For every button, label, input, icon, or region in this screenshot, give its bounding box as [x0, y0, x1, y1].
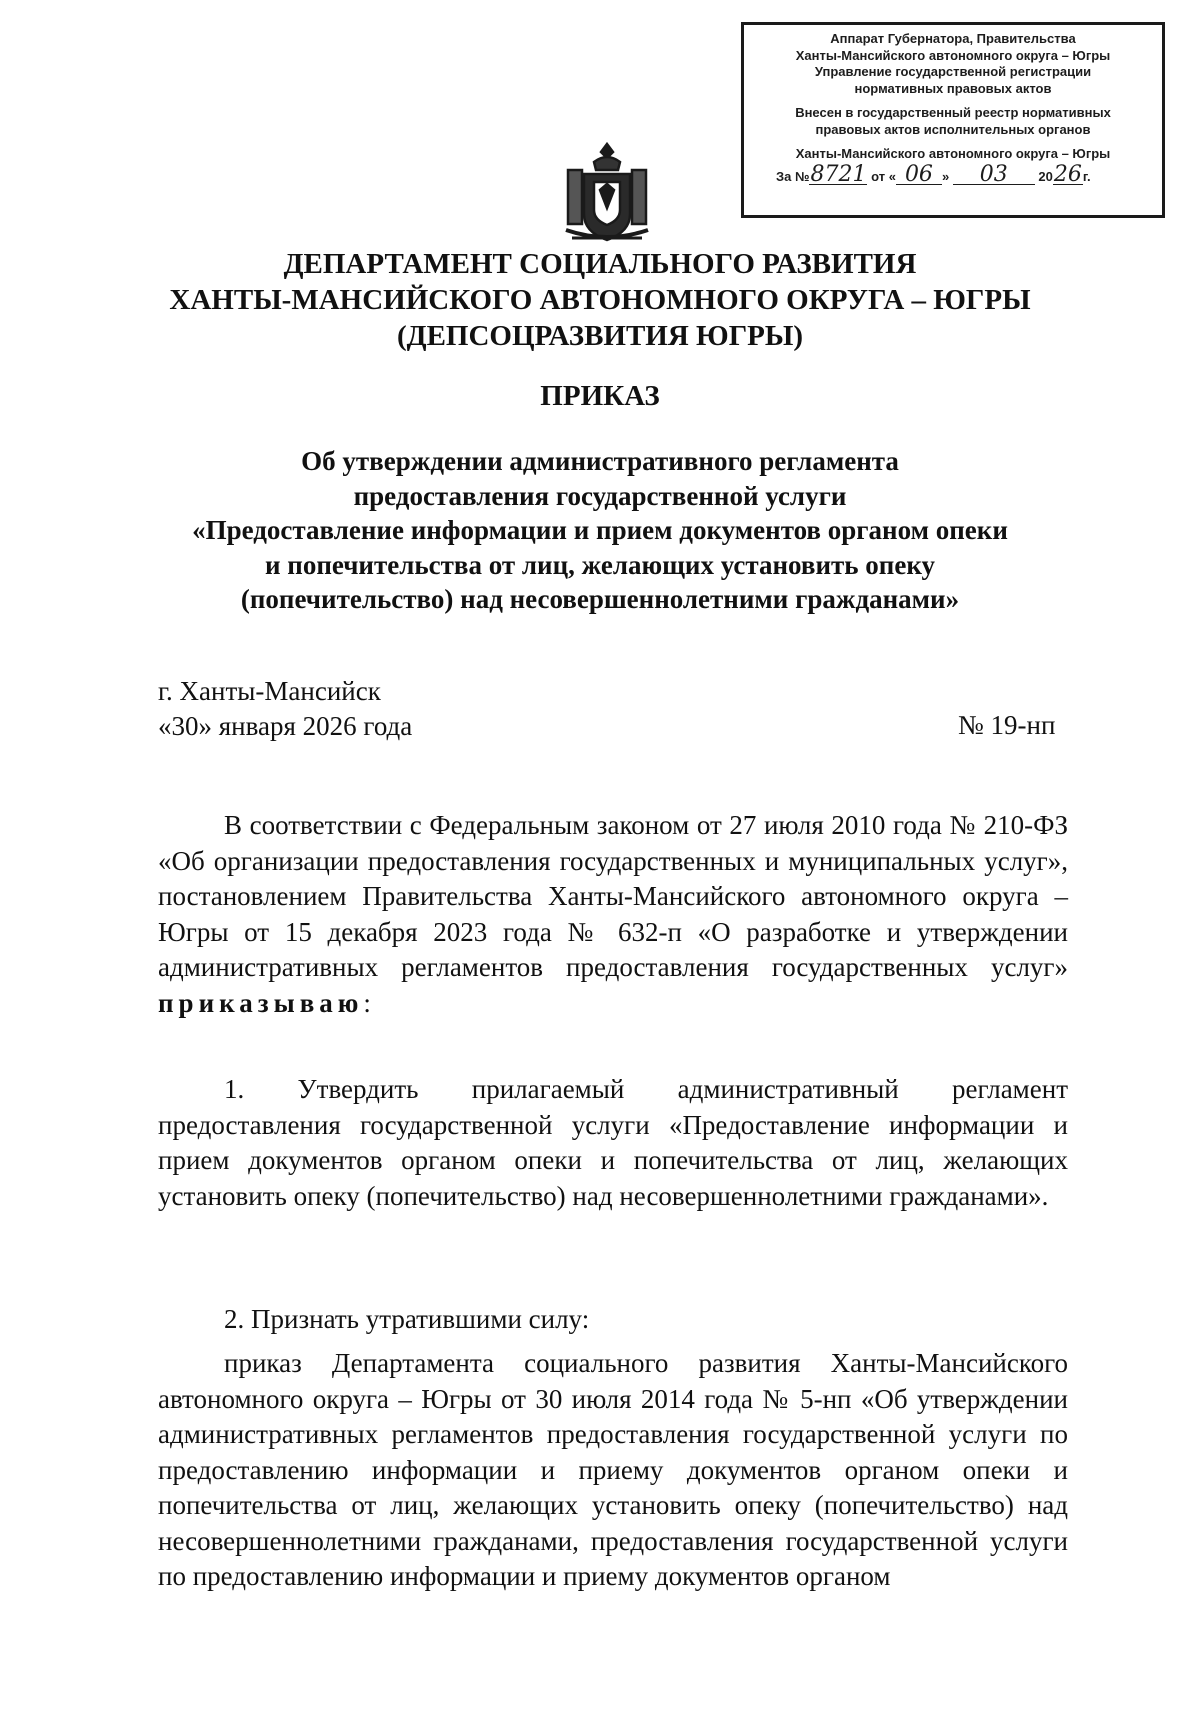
- order-colon: :: [363, 987, 371, 1018]
- order-subject: [120, 444, 1080, 617]
- city: г. Ханты-Мансийск: [158, 676, 381, 706]
- subject-line: (попечительство) над несовершеннолетними гражданами»: [240, 584, 960, 614]
- reg-year-prefix: 20: [1038, 168, 1053, 184]
- department-heading: [60, 246, 1140, 354]
- place-and-date: [158, 674, 412, 743]
- stamp-line: Внесен в государственный реестр нормативных: [795, 105, 1111, 120]
- heading-line: (ДЕПСОЦРАЗВИТИЯ ЮГРЫ): [396, 320, 804, 352]
- reg-year-suffix: г.: [1082, 168, 1091, 184]
- order-word: приказываю: [158, 987, 364, 1018]
- subject-line: Об утверждении административного регламента: [301, 446, 899, 476]
- order-number: № 19-нп: [958, 710, 1056, 740]
- order-date: «30» января 2026 года: [158, 710, 413, 741]
- stamp-line: Ханты-Мансийского автономного округа – Югры: [795, 47, 1111, 63]
- reg-prefix: За №: [776, 168, 810, 184]
- subject-line: предоставления государственной услуги: [353, 480, 847, 511]
- reg-day: 06: [896, 166, 942, 185]
- reg-number: 8721: [810, 161, 867, 187]
- stamp-line: Аппарат Губернатора, Правительства: [830, 31, 1076, 46]
- reg-month: 03: [953, 166, 1035, 185]
- item-1-paragraph: 1. Утвердить прилагаемый административный регламент предоставления государственной услуги «Предоставление информации и прием документов органом опеки и попечительства от лиц, желающих установить опеку (попечительство) над несовершеннолетними гражданами».: [158, 1074, 1068, 1211]
- stamp-registration-line: [750, 161, 1156, 187]
- stamp-line: правовых актов исполнительных органов: [815, 121, 1091, 137]
- heading-line: ХАНТЫ-МАНСИЙСКОГО АВТОНОМНОГО ОКРУГА – ЮГРЫ: [169, 284, 1031, 316]
- reg-year: 26: [1053, 161, 1082, 187]
- heading-line: ДЕПАРТАМЕНТ СОЦИАЛЬНОГО РАЗВИТИЯ: [283, 248, 917, 280]
- item-2-heading: 2. Признать утратившими силу:: [224, 1304, 590, 1334]
- reg-quote: »: [941, 168, 950, 184]
- preamble-paragraph: [158, 808, 1068, 1021]
- preamble-text: В соответствии с Федеральным законом от 27 июля 2010 года № 210-ФЗ «Об организации предоставления государственных и муниципальных услуг», постановлением Правительства Ханты-Мансийского автономного округа – Югры от 15 декабря 2023 года № 632-п «О разработке и утверждении административных регламентов предоставления государственных услуг»: [158, 810, 1068, 982]
- stamp-line: Управление государственной регистрации: [814, 64, 1092, 79]
- subject-line: «Предоставление информации и прием документов органом опеки: [192, 515, 1008, 545]
- reg-from: от «: [871, 168, 896, 184]
- document-type: ПРИКАЗ: [540, 380, 660, 412]
- stamp-line: нормативных правовых актов: [854, 80, 1052, 96]
- subject-line: и попечительства от лиц, желающих установить опеку: [264, 549, 936, 580]
- coat-of-arms-icon: [558, 140, 656, 250]
- stamp-line: Ханты-Мансийского автономного округа – Югры: [795, 146, 1111, 161]
- item-2-paragraph: приказ Департамента социального развития Ханты-Мансийского автономного округа – Югры от 30 июля 2014 года № 5-нп «Об утверждении административных регламентов предоставления государственной услуги по предоставлению информации и приему документов органом опеки и попечительства от лиц, желающих установить опеку (попечительство) над несовершеннолетними гражданами, предоставления государственной услуги по предоставлению информации и приему документов органом: [158, 1348, 1068, 1591]
- registration-stamp: [741, 22, 1165, 218]
